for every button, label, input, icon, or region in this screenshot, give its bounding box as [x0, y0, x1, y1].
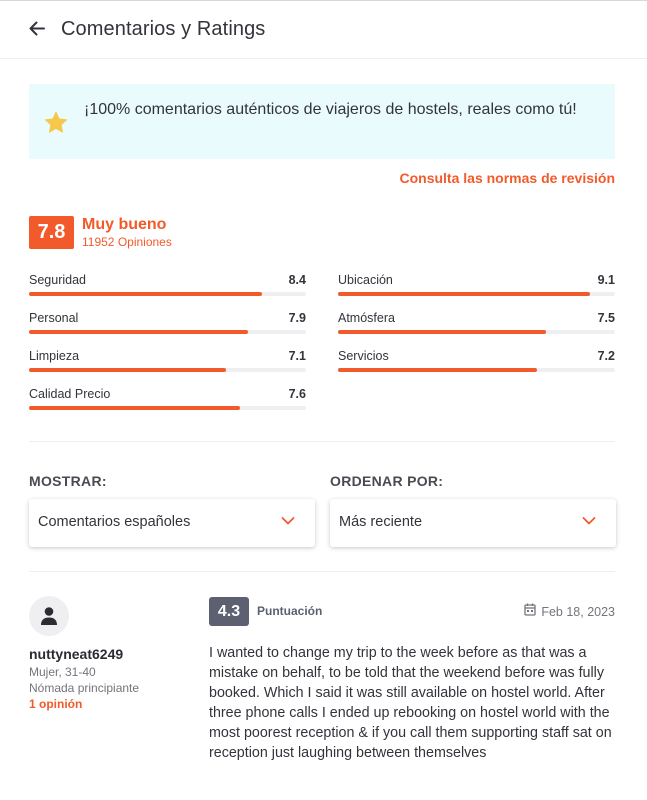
chevron-down-icon — [582, 516, 596, 526]
category-name: Personal — [29, 311, 79, 325]
calendar-icon — [524, 603, 536, 616]
review-text: I wanted to change my trip to the week before as that was a mistake on behalf, to be told that the weekend before was fully booked. Which I said it was still available on hostel world. After three phone calls I ended up rebooking on hostel world with the most poorest reception & if you call them supporting staff sat on reception just laughing between themselves — [209, 645, 612, 761]
review-date — [541, 603, 615, 619]
category-servicios — [338, 349, 615, 379]
category-calidad-precio — [29, 387, 306, 417]
page-title: Comentarios y Ratings — [61, 18, 266, 40]
show-filter-label: MOSTRAR: — [29, 473, 107, 489]
category-value: 7.2 — [597, 349, 615, 363]
category-name: Ubicación — [338, 273, 393, 287]
sort-select[interactable] — [330, 499, 616, 547]
category-name: Limpieza — [29, 349, 80, 363]
category-value: 9.1 — [597, 273, 615, 287]
category-limpieza — [29, 349, 306, 379]
category-name: Servicios — [338, 349, 389, 363]
category-name: Atmósfera — [338, 311, 395, 325]
category-bar — [29, 368, 306, 372]
category-seguridad — [29, 273, 306, 303]
banner-text: ¡100% comentarios auténticos de viajeros de hostels, reales como tú! — [84, 101, 577, 118]
language-filter-value: Comentarios españoles — [38, 514, 191, 530]
category-bar — [338, 292, 615, 296]
category-name: Seguridad — [29, 273, 86, 287]
category-value: 7.5 — [597, 311, 615, 325]
category-bar-fill — [338, 368, 537, 372]
overall-score-label: Muy bueno — [82, 216, 167, 233]
category-name: Calidad Precio — [29, 387, 111, 401]
reviewer-demographic: Mujer, 31-40 — [29, 665, 96, 679]
arrow-left-icon — [24, 15, 52, 43]
category-atmosfera — [338, 311, 615, 341]
category-value: 7.9 — [288, 311, 306, 325]
chevron-down-icon — [281, 516, 295, 526]
category-bar — [338, 330, 615, 334]
avatar — [29, 596, 69, 636]
page-header — [0, 1, 647, 59]
sort-value: Más reciente — [339, 514, 423, 530]
sort-label: ORDENAR POR: — [330, 473, 444, 489]
category-value: 7.6 — [288, 387, 306, 401]
authenticity-banner — [29, 84, 615, 159]
section-divider — [29, 441, 615, 442]
category-personal — [29, 311, 306, 341]
review-rules-link[interactable]: Consulta las normas de revisión — [399, 170, 615, 186]
category-bar-fill — [29, 330, 248, 334]
star-icon — [43, 110, 69, 136]
category-value: 8.4 — [288, 273, 306, 287]
category-bar-fill — [338, 292, 590, 296]
category-bar-fill — [29, 406, 240, 410]
section-divider — [29, 571, 615, 572]
reviewer-level: Nómada principiante — [29, 681, 140, 695]
review-score-label: Puntuación — [257, 604, 323, 618]
category-value: 7.1 — [288, 349, 306, 363]
category-bar — [338, 368, 615, 372]
category-bar-fill — [338, 330, 546, 334]
language-filter-select[interactable] — [29, 499, 315, 547]
user-icon — [40, 606, 58, 626]
category-bar — [29, 330, 306, 334]
reviewer-review-count: 1 opinión — [29, 697, 83, 711]
review-count: 11952 Opiniones — [82, 235, 172, 249]
reviewer-name: nuttyneat6249 — [29, 646, 124, 662]
back-button[interactable] — [24, 15, 52, 43]
review-score-badge: 4.3 — [209, 597, 249, 626]
review-date-text: Feb 18, 2023 — [541, 605, 615, 619]
category-bar-fill — [29, 368, 226, 372]
category-bar — [29, 292, 306, 296]
overall-score-badge: 7.8 — [29, 216, 74, 249]
category-bar — [29, 406, 306, 410]
category-bar-fill — [29, 292, 262, 296]
category-ubicacion — [338, 273, 615, 303]
